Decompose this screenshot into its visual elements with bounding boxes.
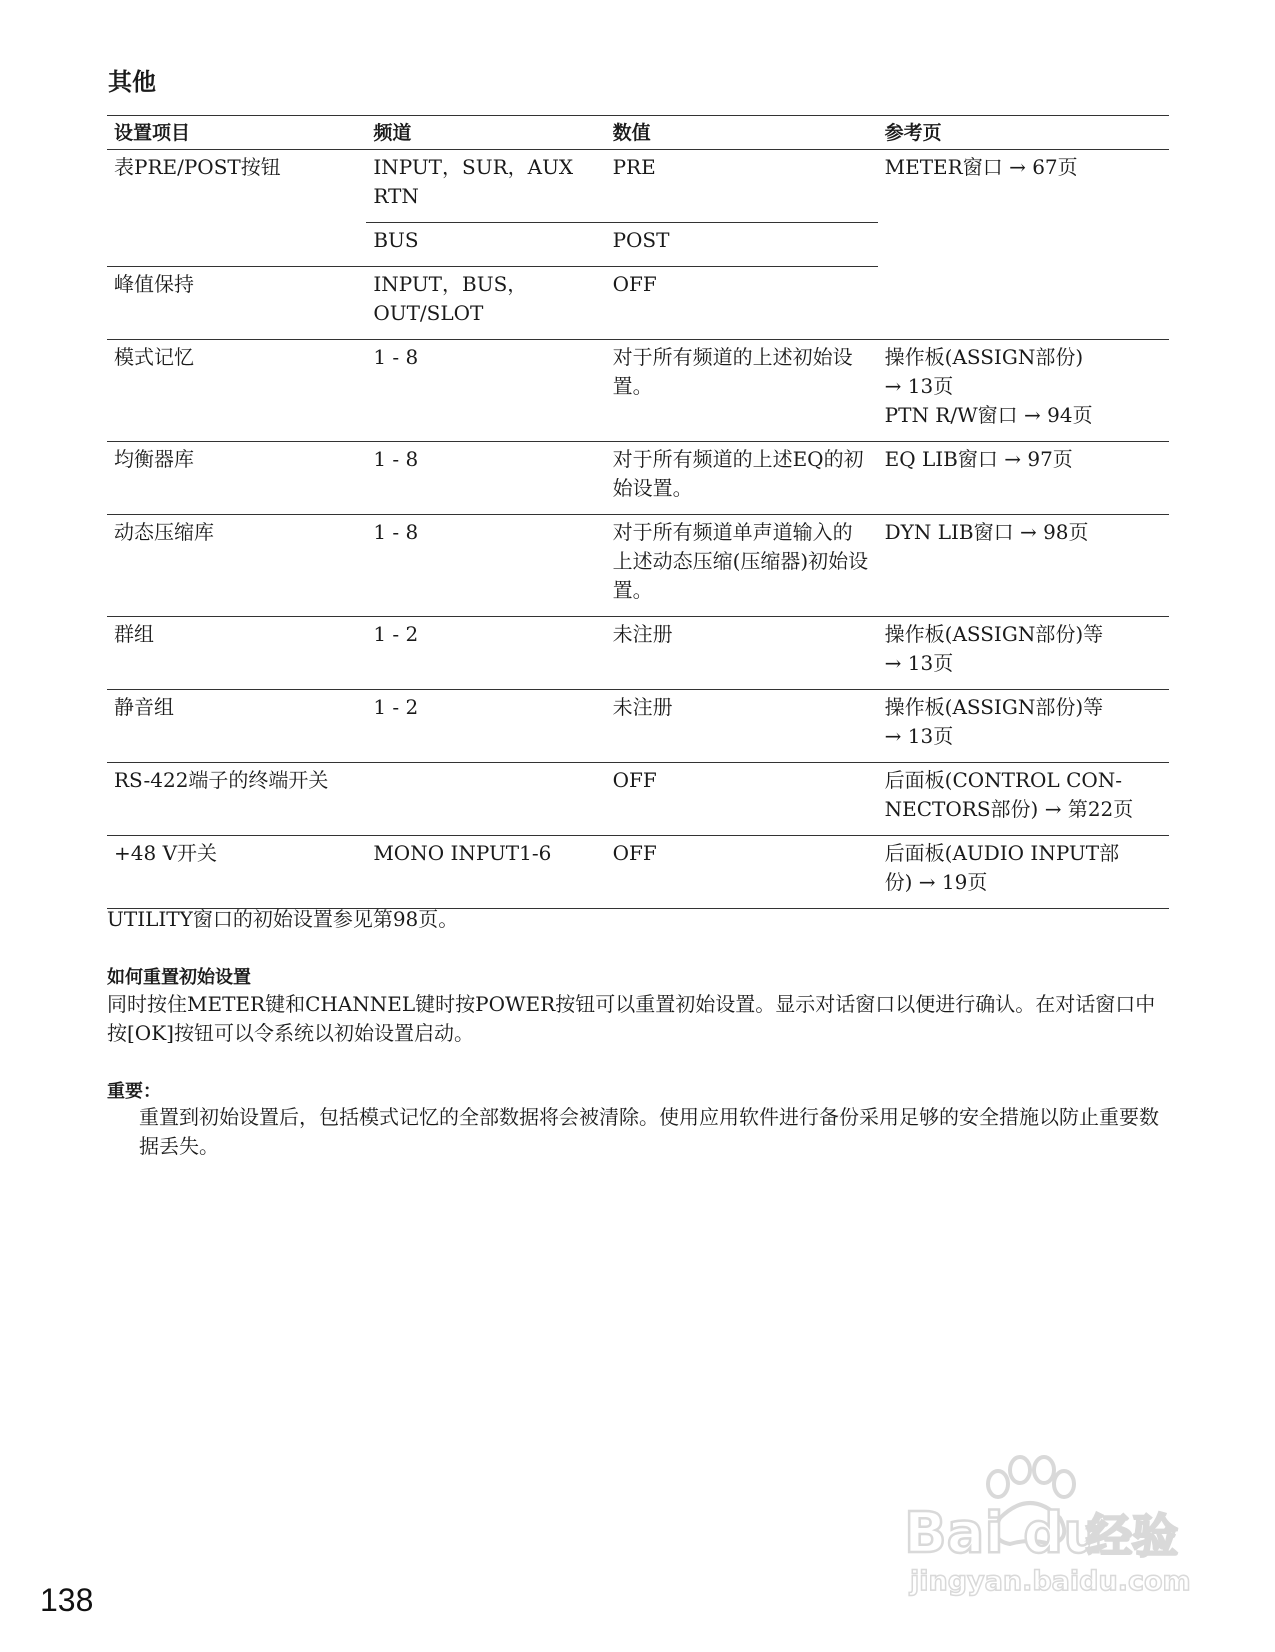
cell-value: OFF (606, 763, 878, 836)
cell-channel: MONO INPUT1-6 (366, 836, 605, 909)
important-paragraph: 重置到初始设置后，包括模式记忆的全部数据将会被清除。使用应用软件进行备份采用足够的安全措施以防止重要数据丢失。 (139, 1105, 1159, 1158)
utility-note: UTILITY窗口的初始设置参见第98页。 (107, 907, 459, 931)
cell-item: 峰值保持 (107, 267, 366, 340)
cell-value: OFF (606, 267, 878, 340)
cell-reference: 后面板(CONTROL CON- NECTORS部份) → 第22页 (878, 763, 1169, 836)
header-channel: 频道 (366, 116, 605, 150)
cell-reference: METER窗口 → 67页 (878, 150, 1169, 340)
header-reference: 参考页 (878, 116, 1169, 150)
cell-item: 静音组 (107, 690, 366, 763)
table-row (107, 617, 1169, 690)
cell-value: 对于所有频道单声道输入的上述动态压缩(压缩器)初始设置。 (606, 515, 878, 617)
cell-item: 动态压缩库 (107, 515, 366, 617)
cell-channel: 1 - 8 (366, 442, 605, 515)
table-header-row (107, 116, 1169, 150)
cell-value: OFF (606, 836, 878, 909)
table-row (107, 150, 1169, 223)
header-value: 数值 (606, 116, 878, 150)
watermark-url: jingyan.baidu.com (910, 1566, 1191, 1597)
cell-channel: 1 - 2 (366, 617, 605, 690)
page-number: 138 (40, 1582, 94, 1618)
cell-value: 对于所有频道的上述初始设置。 (606, 340, 878, 442)
cell-reference: EQ LIB窗口 → 97页 (878, 442, 1169, 515)
cell-value: 未注册 (606, 690, 878, 763)
cell-channel: 1 - 8 (366, 340, 605, 442)
header-item: 设置项目 (107, 116, 366, 150)
watermark-brand: Bai du (904, 1501, 1104, 1566)
cell-item: 群组 (107, 617, 366, 690)
cell-channel (366, 763, 605, 836)
cell-channel: BUS (366, 223, 605, 267)
howto-paragraph: 同时按住METER键和CHANNEL键时按POWER按钮可以重置初始设置。显示对话窗口以便进行确认。在对话窗口中按[OK]按钮可以令系统以初始设置启动。 (107, 992, 1156, 1045)
cell-channel: 1 - 8 (366, 515, 605, 617)
cell-value: PRE (606, 150, 878, 223)
baidu-jingyan-watermark (900, 1440, 1220, 1600)
cell-item: RS-422端子的终端开关 (107, 763, 366, 836)
cell-reference: 操作板(ASSIGN部份)等 → 13页 (878, 690, 1169, 763)
cell-value: 对于所有频道的上述EQ的初始设置。 (606, 442, 878, 515)
table-row (107, 836, 1169, 909)
cell-channel: 1 - 2 (366, 690, 605, 763)
cell-reference: 操作板(ASSIGN部份)等 → 13页 (878, 617, 1169, 690)
table-row (107, 515, 1169, 617)
table-row (107, 763, 1169, 836)
watermark-suffix: 经验 (1086, 1509, 1178, 1563)
cell-channel: INPUT，SUR，AUX RTN (366, 150, 605, 223)
cell-channel: INPUT，BUS，OUT/SLOT (366, 267, 605, 340)
cell-reference: 后面板(AUDIO INPUT部 份) → 19页 (878, 836, 1169, 909)
cell-reference: DYN LIB窗口 → 98页 (878, 515, 1169, 617)
cell-item: 表PRE/POST按钮 (107, 150, 366, 267)
section-title: 其他 (108, 68, 156, 96)
cell-value: POST (606, 223, 878, 267)
cell-reference: 操作板(ASSIGN部份) → 13页 PTN R/W窗口 → 94页 (878, 340, 1169, 442)
table-row (107, 340, 1169, 442)
cell-item: 均衡器库 (107, 442, 366, 515)
cell-value: 未注册 (606, 617, 878, 690)
howto-heading: 如何重置初始设置 (107, 967, 251, 988)
important-heading: 重要： (107, 1081, 161, 1102)
table-row (107, 690, 1169, 763)
cell-item: +48 V开关 (107, 836, 366, 909)
cell-item: 模式记忆 (107, 340, 366, 442)
initial-settings-table (107, 115, 1169, 909)
table-row (107, 442, 1169, 515)
